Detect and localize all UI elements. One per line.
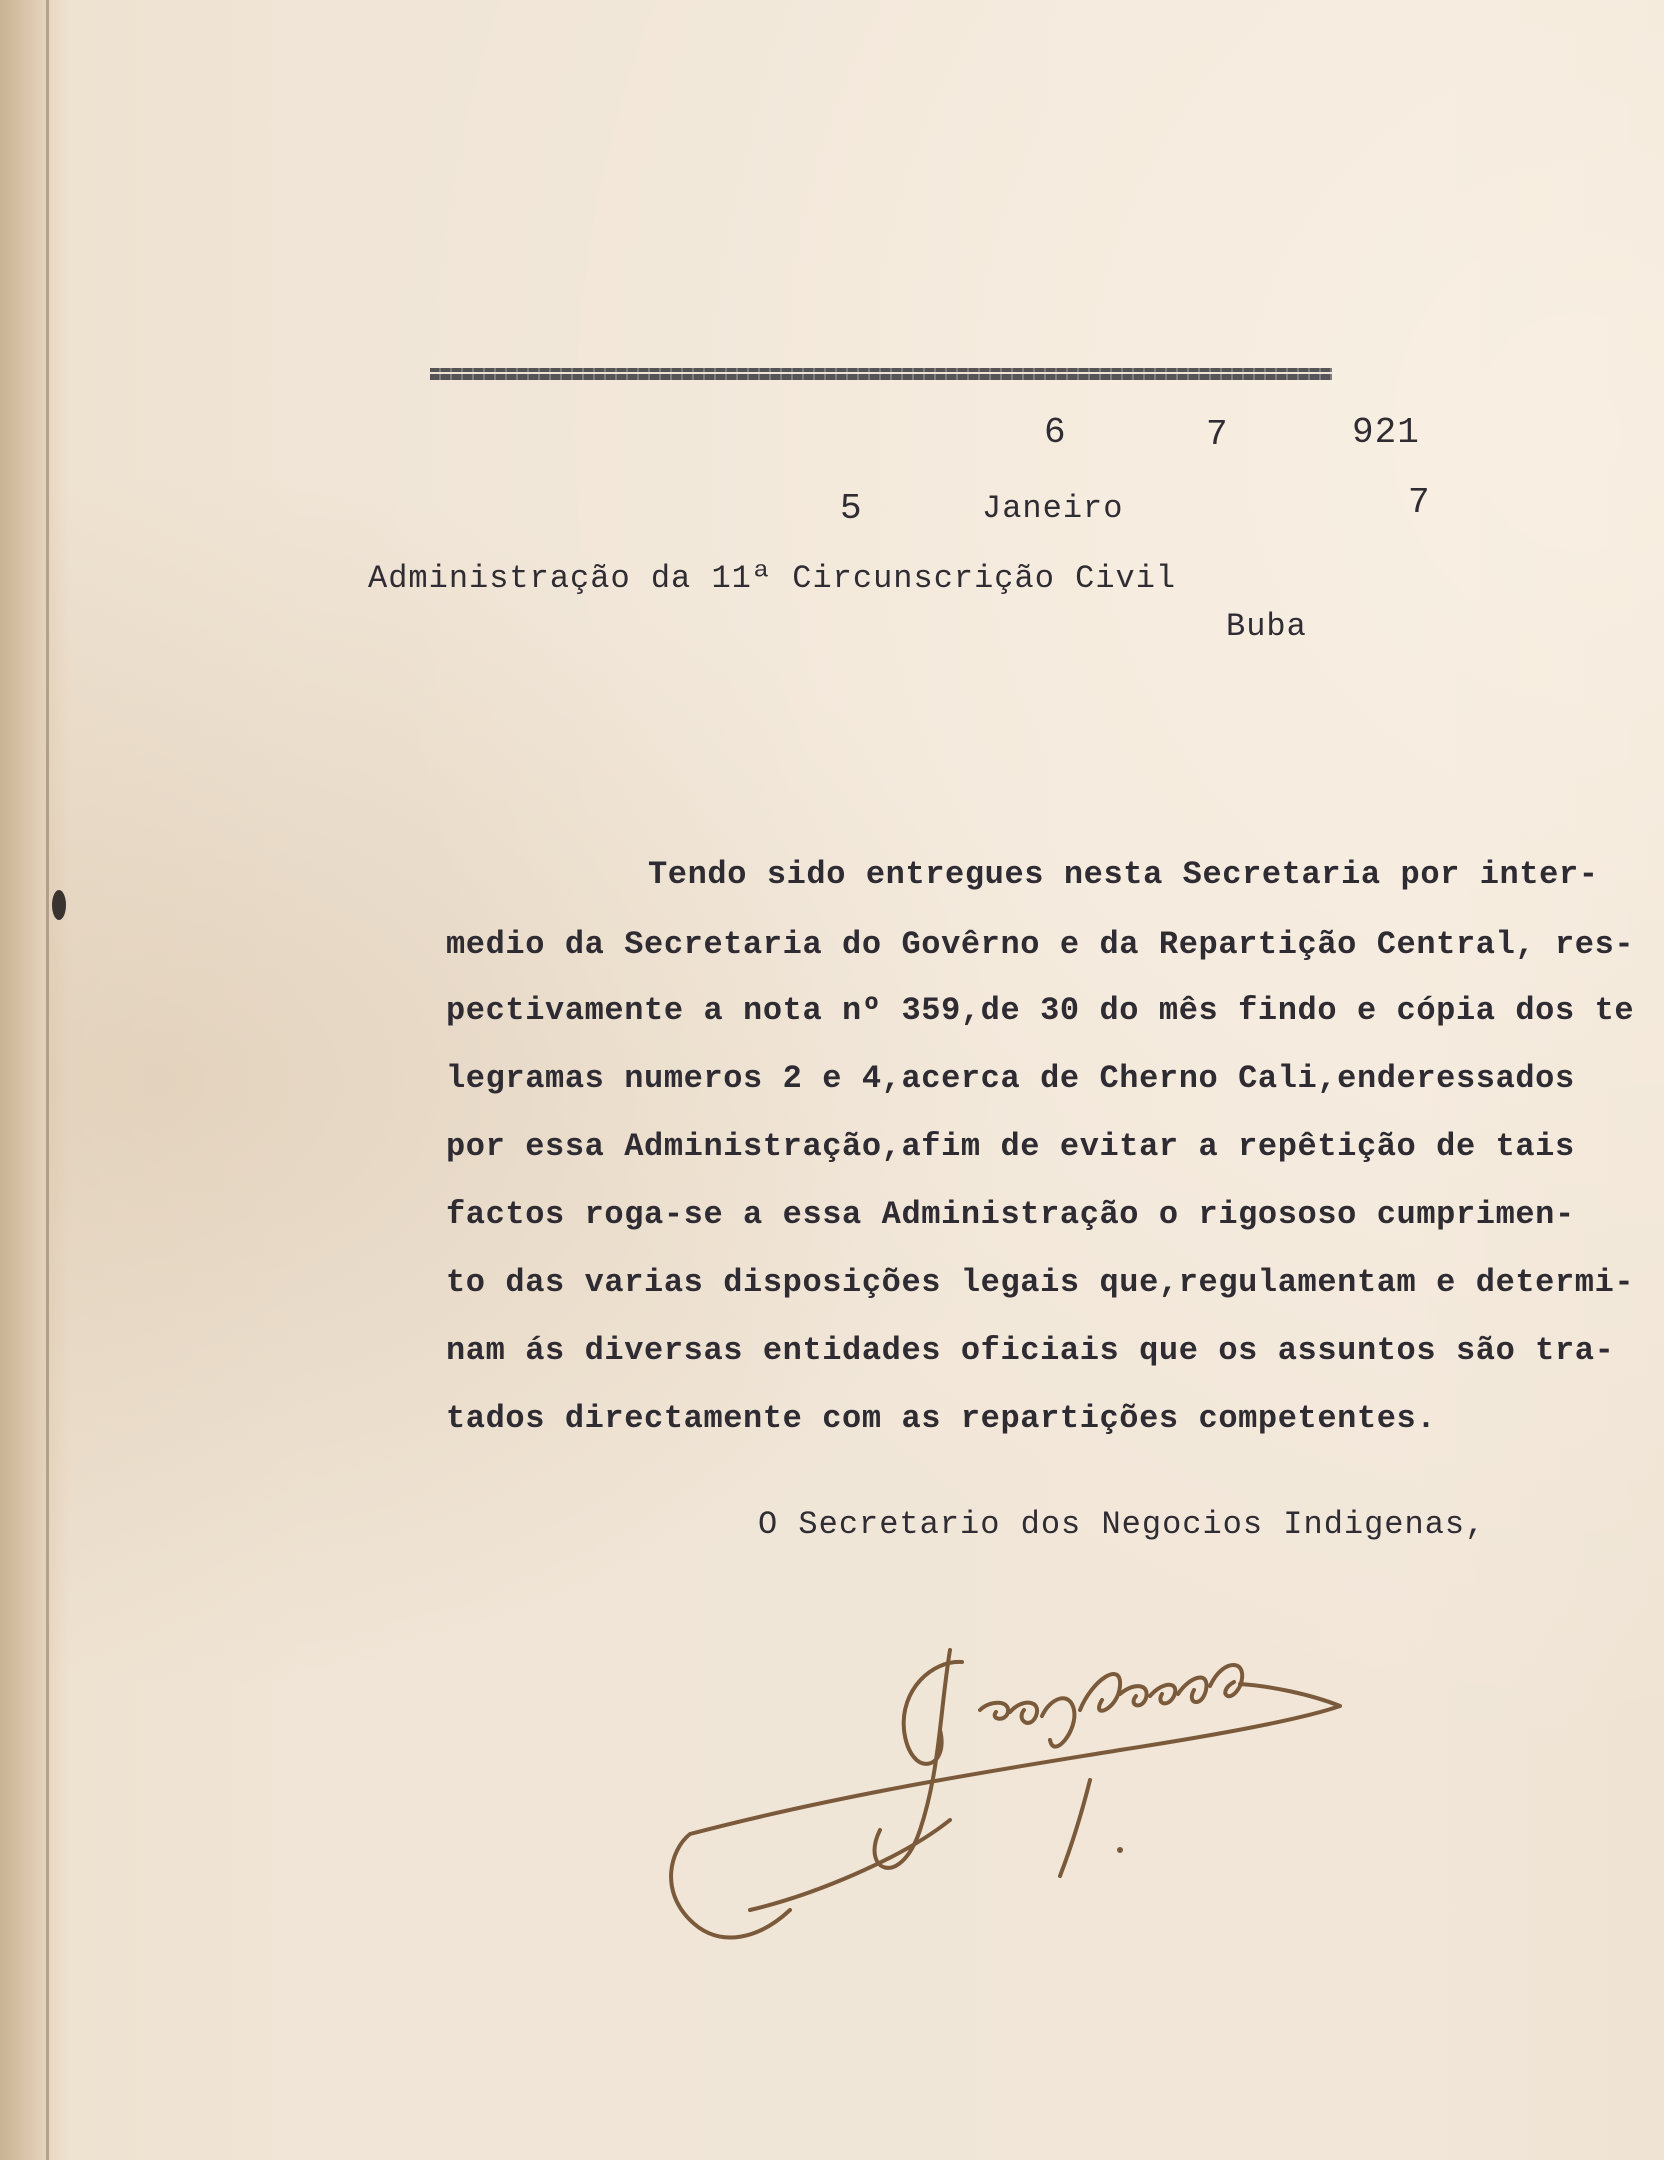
body-line: pectivamente a nota nº 359,de 30 do mês findo e cópia dos te [446,992,1635,1029]
body-line: factos roga-se a essa Administração o rigososo cumprimen- [446,1196,1575,1233]
date-day: 6 [1044,412,1067,453]
body-line: nam ás diversas entidades oficiais que os assuntos são tra- [446,1332,1615,1369]
body-line: Tendo sido entregues nesta Secretaria por inter- [648,856,1599,893]
addressee-line-1: Administração da 11ª Circunscrição Civil [368,560,1177,597]
binding-crease [46,0,49,2160]
addressee-line-2: Buba [1226,608,1307,645]
handwritten-signature [650,1620,1370,1980]
header-rule [430,368,1332,380]
date-year: 921 [1352,412,1420,453]
body-line: tados directamente com as repartições competentes. [446,1400,1437,1437]
date-month: 7 [1206,414,1229,455]
punch-hole [52,890,66,920]
body-line: por essa Administração,afim de evitar a repêtição de tais [446,1128,1575,1165]
body-line: legramas numeros 2 e 4,acerca de Cherno Cali,enderessados [446,1060,1575,1097]
closing-title: O Secretario dos Negocios Indigenas, [758,1506,1486,1543]
reference-number: 5 [840,488,863,529]
body-line: to das varias disposições legais que,regulamentam e determi- [446,1264,1635,1301]
body-line: medio da Secretaria do Govêrno e da Repartição Central, res- [446,926,1635,963]
binding-edge [0,0,52,2160]
reference-month: Janeiro [982,490,1124,527]
reference-count: 7 [1408,482,1431,523]
